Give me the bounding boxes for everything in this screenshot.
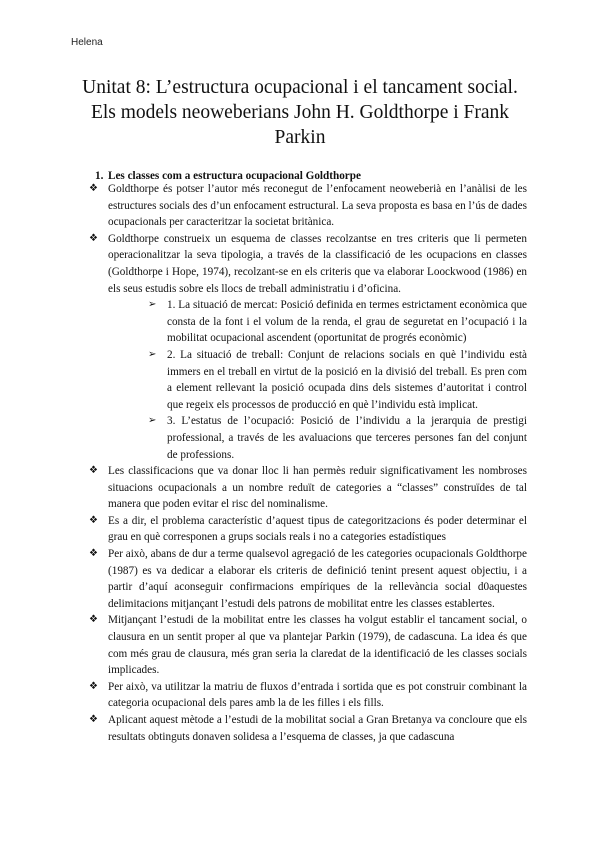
- sub-list-item-text: 1. La situació de mercat: Posició definida en termes estrictament econòmica que consta de la font i el volum de la renda, el grau de seguretat en l’ocupació i la mobilitat ocupacional ascendent (oportunitat de progrés econòmic): [167, 299, 527, 345]
- four-diamond-icon: ❖: [89, 614, 98, 626]
- list-item: [89, 513, 527, 546]
- title-line-3: Parkin: [274, 127, 326, 148]
- sub-list-item-text: 3. L’estatus de l’ocupació: Posició de l’individu a la jerarquia de prestigi professional, a través de les avaluacions que terceres persones fan del conjunt de professions.: [167, 415, 527, 461]
- section-title: Les classes com a estructura ocupacional Goldthorpe: [108, 170, 361, 182]
- four-diamond-icon: ❖: [89, 183, 98, 194]
- sub-list-item-text: 2. La situació de treball: Conjunt de relacions socials en què l’individu està immers en el treball en virtut de la posició en la divisió del treball. Es pren com a element rellevant la posició ocupada dins dels sistemes d’autoritat i control que regeix els processos de producció en què l’individu està implicat.: [167, 348, 527, 411]
- four-diamond-icon: ❖: [89, 465, 98, 477]
- document-body: [89, 181, 527, 745]
- section-number: 1.: [95, 170, 104, 182]
- document-header-author: Helena: [71, 37, 103, 48]
- list-item-text: Mitjançant l’estudi de la mobilitat entre les classes ha volgut establir el tancament social, o clausura en un sentit proper al que va plantejar Parkin (1979), de cadascuna. La idea és que com més grau de clausura, més gran seria la claredat de la identificació de les classes socials implicades.: [108, 614, 527, 677]
- list-item: [89, 231, 527, 297]
- four-diamond-icon: ❖: [89, 514, 98, 526]
- sub-list-item: [148, 297, 527, 347]
- page-title: [60, 75, 540, 150]
- list-item-text: Aplicant aquest mètode a l’estudi de la mobilitat social a Gran Bretanya va concloure que els resultats obtinguts donaven solidesa a l’esquema de classes, ja que cadascuna: [108, 714, 527, 743]
- list-item-text: Les classificacions que va donar lloc li han permès reduir significativament les nombroses situacions ocupacionals a un nombre reduït de categories a “classes” construïdes de tal manera que poden evitar el risc del nominalisme.: [108, 465, 527, 511]
- list-item-text: Goldthorpe és potser l’autor més reconegut de l’enfocament neoweberià en l’anàlisi de les estructures socials des d’un enfocament estructural. La seva proposta es basa en l’ús de dades ocupacionals per caracteritzar la societat britànica.: [108, 183, 527, 229]
- list-item-text: Es a dir, el problema característic d’aquest tipus de categoritzacions és poder determinar el grau en què corresponen a grups socials reals i no a categories estadístiques: [108, 514, 527, 544]
- list-item: [89, 546, 527, 612]
- list-item: [89, 712, 527, 745]
- list-item-text: Per això, abans de dur a terme qualsevol agregació de les categories ocupacionals Goldthorpe (1987) es va dedicar a elaborar els criteris de definició tenint present aquest objectiu, i a partir d’aquí aconseguir confirmacions empíriques de la rellevància social d0aquestes delimitacions mitjançant l’estudi dels patrons de mobilitat entre les classes establertes.: [108, 548, 527, 610]
- title-line-1: Unitat 8: L’estructura ocupacional i el tancament social.: [82, 77, 518, 98]
- four-diamond-icon: ❖: [89, 548, 98, 560]
- four-diamond-icon: ❖: [89, 680, 98, 692]
- sub-list-item: [148, 413, 527, 463]
- list-item: [89, 463, 527, 513]
- four-diamond-icon: ❖: [89, 232, 98, 244]
- arrowhead-icon: ➢: [148, 415, 157, 427]
- title-line-2: Els models neoweberians John H. Goldthorpe i Frank: [90, 102, 510, 123]
- list-item-text: Per això, va utilitzar la matriu de fluxos d’entrada i sortida que es pot construir combinant la categoria ocupacional dels pares amb la de les filles i els fills.: [108, 680, 527, 710]
- list-item-text: Goldthorpe construeix un esquema de classes recolzantse en tres criteris que li permeten operacionalitzar la seva tipologia, a través de la classificació de les ocupacions en classes (Goldthorpe i Hope, 1974), recolzant-se en els criteris que va elaborar Loockwood (1986) en els seus estudis sobre els llocs de treball administratiu i d’oficina.: [108, 232, 527, 295]
- list-item: [89, 612, 527, 678]
- arrowhead-icon: ➢: [148, 348, 157, 360]
- arrowhead-icon: ➢: [148, 299, 157, 311]
- list-item: [89, 181, 527, 231]
- list-item: [89, 679, 527, 712]
- four-diamond-icon: ❖: [89, 714, 98, 725]
- sub-list-item: [148, 347, 527, 413]
